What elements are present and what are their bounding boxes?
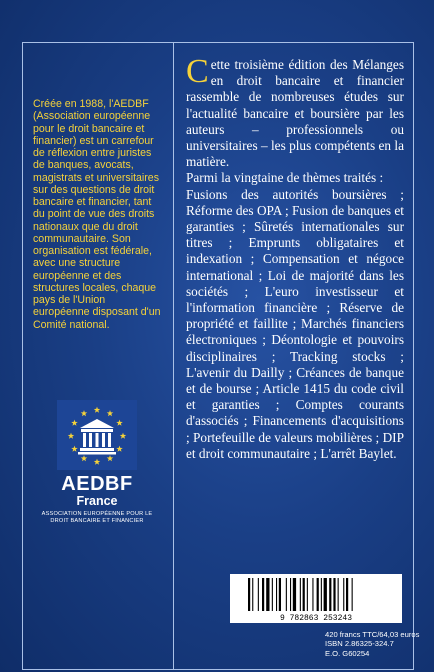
barcode-bar [352,578,353,611]
themes-intro: Parmi la vingtaine de thèmes traités : [186,170,384,186]
barcode-bar [252,578,253,611]
barcode-bar [329,578,331,611]
price-info [325,630,425,658]
association-description [33,98,161,331]
logo-subtitle: ASSOCIATION EUROPÉENNE POUR LE DROIT BANCAIRE ET FINANCIER [41,511,153,524]
dropcap: C [186,53,209,90]
price-line: 420 francs TTC/64,03 euros [325,630,420,639]
barcode-bar [290,578,291,611]
barcode-bar [258,578,259,611]
barcode-bar [346,578,348,611]
barcode-bar [272,578,273,611]
barcode-bar [286,578,287,611]
barcode-bar [262,578,264,611]
barcode-bar [324,578,327,611]
barcode-bar [276,578,277,611]
barcode-bar [303,578,305,611]
barcode-bar [266,578,269,611]
barcode-bar [317,578,319,611]
barcode-bar [248,578,250,611]
intro-text: ette troisième édition des Mélanges en droit bancaire et financier rassemble de nombreuses études sur l'actualité bancaire et boursière par les auteurs – professionnels ou universitaires – les plus compétents en la matière. [186,57,404,170]
barcode-bar [300,578,301,611]
barcode-digits: 9 782863 253243 [279,614,353,623]
aedbf-logo [33,400,161,524]
book-summary [186,53,404,462]
barcode [230,574,402,623]
barcode-bar [293,578,296,611]
association-text: Créée en 1988, l'AEDBF (Association européenne pour le droit bancaire et financier) est un carrefour de réflexion entre juristes de banques, avocats, magistrats et universitaires sur des questions de droit bancaire et financier, tant du point de vue des droits nationaux que du droit communautaire. Son organisation est fédérale, avec une structure européenne et des structures locales, chaque pays de l'Union européenne disposant d'un Comité national. [33,98,161,331]
barcode-bar [333,578,335,611]
barcode-bars [230,574,402,623]
edition-code-line: E.O. G60254 [325,648,370,658]
barcode-bar [279,578,281,611]
barcode-bar [338,578,339,611]
logo-name: AEDBF [61,473,133,495]
barcode-bar [343,578,344,611]
logo-country: France [76,494,118,508]
barcode-bar [307,578,308,611]
intro-paragraph [186,53,404,170]
themes-list: Fusions des autorités boursières ; Réforme des OPA ; Fusion de banques et garanties ; Sûretés internationales sur titres ; Emprunts obligataires et indexation ; Compensation et négoce international ; Loi de majorité dans les sociétés ; L'euro investisseur et l'information financière ; Réserve de propriété et faillite ; Marchés financiers électroniques ; Déontologie et pouvoirs disciplinaires ; Tracking stocks ; L'avenir du Dailly ; Créances de banque et de bourse ; Article 1415 du code civil et garanties ; Comptes courants d'associés ; Financements d'acquisitions ; Portefeuille de valeurs mobilières ; DIP et droit communautaire ; L'arrêt Baylet. [186,186,404,461]
eu-stars-temple-icon [57,400,137,470]
barcode-bar [321,578,322,611]
isbn-line: ISBN 2.86325-324.7 [325,639,394,649]
barcode-bar [312,578,313,611]
